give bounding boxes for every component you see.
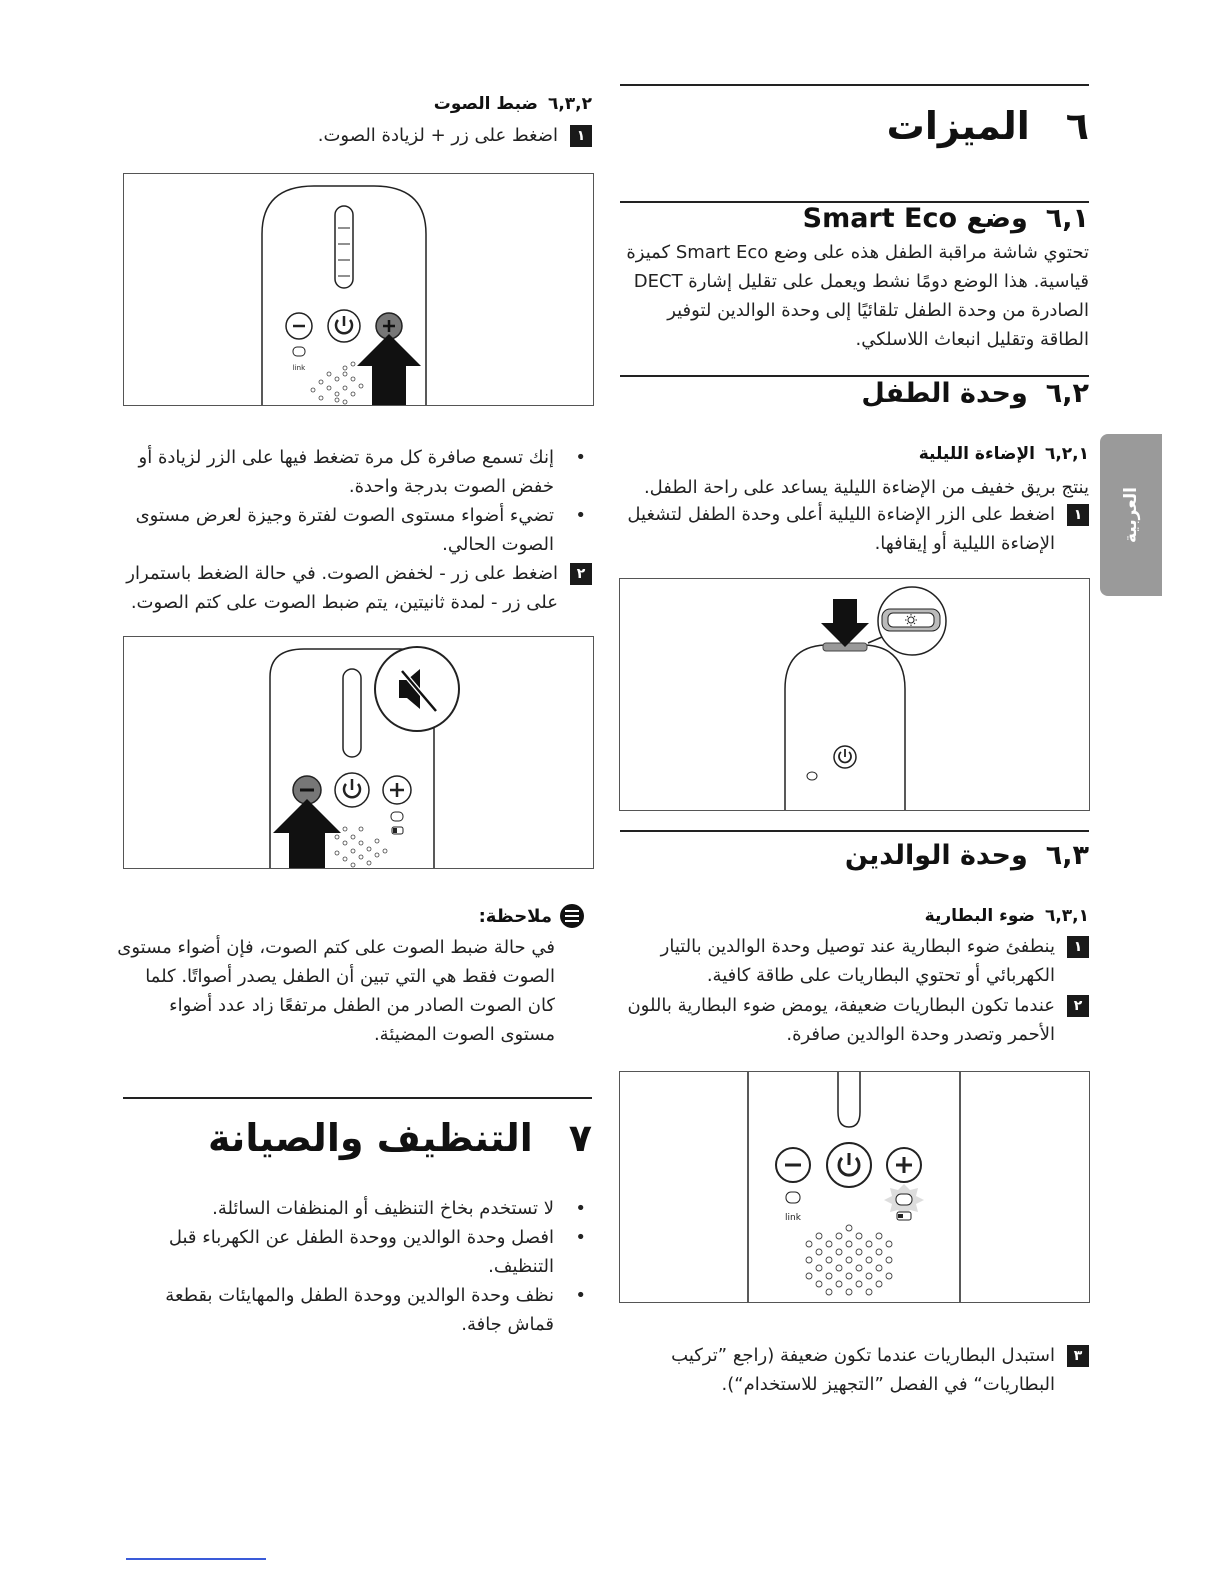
step-text: اضغط على الزر الإضاءة الليلية أعلى وحدة الطفل لتشغيل الإضاءة الليلية أو إيقافها. (627, 504, 1055, 554)
footer-rule (126, 1558, 266, 1560)
chapter-6-number: ٦ (1065, 104, 1089, 148)
list-item: • إنك تسمع صافرة كل مرة تضغط فيها على الزر لزيادة أو خفض الصوت بدرجة واحدة. (123, 443, 592, 501)
chapter-6-title: الميزات (886, 104, 1030, 148)
list-item: • نظف وحدة الوالدين ووحدة الطفل والمهايئات بقطعة قماش جافة. (123, 1281, 592, 1339)
figure-baby-unit-night-light (619, 578, 1090, 811)
volume-step-2 (123, 559, 592, 617)
battery-light-step-3 (620, 1341, 1089, 1399)
chapter-7-heading (208, 1116, 592, 1160)
section-6-3-2-heading (434, 94, 592, 114)
section-6-2-heading (861, 378, 1089, 409)
chapter-6-heading (887, 104, 1089, 148)
note-label: ملاحظة: (478, 905, 552, 927)
step-number-badge: ١ (1067, 936, 1089, 958)
figure-volume-mute (123, 636, 594, 869)
section-6-1-body: تحتوي شاشة مراقبة الطفل هذه على وضع Smart Eco كميزة قياسية. هذا الوضع دومًا نشط ويعمل على تقليل إشارة DECT الصادرة من وحدة الطفل تلقائيًا إلى وحدة الوالدين لتوفير الطاقة وتقليل انبعاث اللاسلكي. (626, 242, 1089, 350)
section-6-2-1-title: الإضاءة الليلية (918, 444, 1035, 464)
language-tab-label: العربية (1121, 486, 1141, 543)
section-6-3-2-number: ٦,٣,٢ (547, 94, 592, 114)
section-6-3-1-title: ضوء البطارية (924, 906, 1035, 926)
cleaning-bullets (123, 1194, 592, 1339)
battery-light-step-1 (620, 932, 1089, 990)
figure-link-label: link (292, 364, 306, 372)
section-6-3-title: وحدة الوالدين (844, 840, 1028, 871)
chapter-7-title: التنظيف والصيانة (208, 1116, 533, 1160)
section-6-3-2-title: ضبط الصوت (433, 94, 538, 114)
step-number-badge: ٣ (1067, 1345, 1089, 1367)
section-6-2-1-intro: ينتج بريق خفيف من الإضاءة الليلية يساعد على راحة الطفل. (643, 477, 1089, 498)
step-text: اضغط على زر - لخفض الصوت. في حالة الضغط باستمرار على زر - لمدة ثانيتين، يتم ضبط الصوت على كتم الصوت. (126, 563, 558, 613)
section-6-3-rule (620, 830, 1089, 832)
note-icon (560, 904, 584, 928)
section-6-2-rule (620, 375, 1089, 377)
section-6-2-title: وحدة الطفل (861, 378, 1028, 409)
step-number-badge: ١ (570, 125, 592, 147)
section-6-3-number: ٦,٣ (1045, 840, 1089, 871)
chapter-7-number: ٧ (568, 1116, 592, 1160)
step-number-badge: ٢ (1067, 995, 1089, 1017)
chapter-6-rule (620, 84, 1089, 86)
step-text: اضغط على زر + لزيادة الصوت. (317, 125, 558, 146)
section-6-1-heading (803, 203, 1089, 234)
figure-volume-up (123, 173, 594, 406)
section-6-3-1-number: ٦,٣,١ (1044, 906, 1089, 926)
list-item: • تضيء أضواء مستوى الصوت لفترة وجيزة لعرض مستوى الصوت الحالي. (123, 501, 592, 559)
step-number-badge: ١ (1067, 504, 1089, 526)
section-6-3-1-heading (925, 906, 1089, 926)
section-6-2-1-number: ٦,٢,١ (1044, 444, 1089, 464)
section-6-1-number: ٦,١ (1045, 203, 1089, 234)
figure-parent-unit-battery-light (619, 1071, 1090, 1303)
note-body: في حالة ضبط الصوت على كتم الصوت، فإن أضواء مستوى الصوت فقط هي التي تبين أن الطفل يصدر أصواتًا. كلما كان الصوت الصادر من الطفل مرتفعًا زاد عدد أضواء مستوى الصوت المضيئة. (117, 937, 555, 1045)
language-tab (1100, 434, 1162, 596)
night-light-step-1 (620, 500, 1089, 558)
note-heading (479, 904, 584, 928)
volume-bullets (123, 443, 592, 559)
section-6-1-title: وضع Smart Eco (802, 203, 1028, 234)
step-text: عندما تكون البطاريات ضعيفة، يومض ضوء البطارية باللون الأحمر وتصدر وحدة الوالدين صافرة. (627, 995, 1055, 1045)
list-item: • افصل وحدة الوالدين ووحدة الطفل عن الكهرباء قبل التنظيف. (123, 1223, 592, 1281)
section-6-2-number: ٦,٢ (1045, 378, 1089, 409)
step-number-badge: ٢ (570, 563, 592, 585)
section-6-3-heading (845, 840, 1089, 871)
figure-link-label: link (785, 1213, 801, 1223)
chapter-7-rule (123, 1097, 592, 1099)
list-item: • لا تستخدم بخاخ التنظيف أو المنظفات السائلة. (123, 1194, 592, 1223)
volume-step-1 (123, 121, 592, 150)
step-text: استبدل البطاريات عندما تكون ضعيفة (راجع ”تركيب البطاريات“ في الفصل ”التجهيز للاستخدام“). (671, 1345, 1055, 1395)
battery-light-step-2 (620, 991, 1089, 1049)
section-6-2-1-heading (919, 444, 1089, 464)
step-text: ينطفئ ضوء البطارية عند توصيل وحدة الوالدين بالتيار الكهربائي أو تحتوي البطاريات على طاقة كافية. (660, 936, 1055, 986)
